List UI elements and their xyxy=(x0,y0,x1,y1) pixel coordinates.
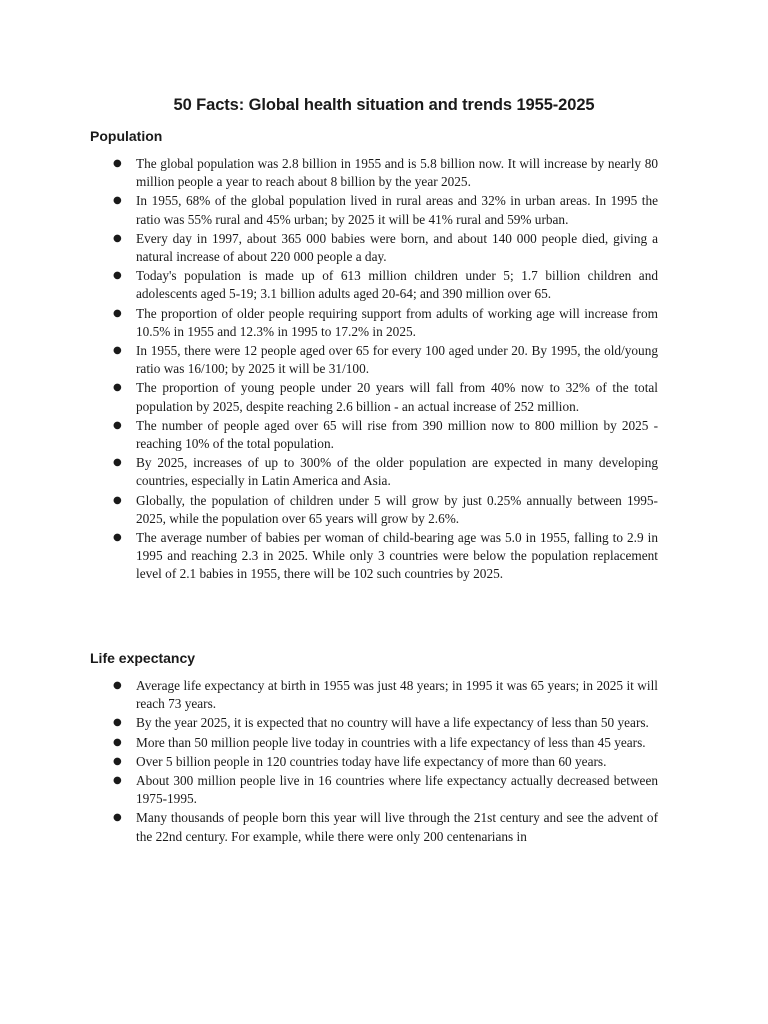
life-expectancy-facts-list xyxy=(90,677,658,847)
list-item xyxy=(90,492,658,528)
list-item-text: In 1955, there were 12 people aged over 65 for every 100 aged under 20. By 1995, the old/young ratio was 16/100; by 2025 it will be 31/100. xyxy=(136,343,658,377)
list-item-text: Average life expectancy at birth in 1955 was just 48 years; in 1995 it was 65 years; in 2025 it will reach 73 years. xyxy=(136,678,658,712)
bullet-icon: ● xyxy=(113,382,122,394)
bullet-icon: ● xyxy=(113,457,122,469)
list-item-text: The proportion of older people requiring support from adults of working age will increase from 10.5% in 1955 and 12.3% in 1995 to 17.2% in 2025. xyxy=(136,305,658,339)
list-item-text: About 300 million people live in 16 countries where life expectancy actually decreased between 1975-1995. xyxy=(136,773,658,807)
list-item xyxy=(90,677,658,713)
section-heading-population: Population xyxy=(90,128,163,144)
bullet-icon: ● xyxy=(113,232,122,244)
list-item-text: Today's population is made up of 613 million children under 5; 1.7 billion children and adolescents aged 5-19; 3.1 billion adults aged 20-64; and 390 million over 65. xyxy=(136,268,658,302)
list-item-text: The average number of babies per woman of child-bearing age was 5.0 in 1955, falling to 2.9 in 1995 and reaching 2.3 in 2025. While only 3 countries were below the population replacement level of 2.1 babies in 1955, there will be 102 such countries by 2025. xyxy=(136,530,658,582)
list-item xyxy=(90,342,658,378)
bullet-icon: ● xyxy=(113,270,122,282)
bullet-icon: ● xyxy=(113,680,122,691)
list-item xyxy=(90,753,658,771)
list-item xyxy=(90,734,658,752)
section-heading-life-expectancy: Life expectancy xyxy=(90,650,196,666)
list-item xyxy=(90,192,658,228)
bullet-icon: ● xyxy=(113,494,122,506)
bullet-icon: ● xyxy=(113,195,122,207)
population-facts-list xyxy=(90,155,658,585)
list-item-text: The global population was 2.8 billion in 1955 and is 5.8 billion now. It will increase by nearly 80 million people a year to reach about 8 billion by the year 2025. xyxy=(136,156,658,190)
document-title: 50 Facts: Global health situation and trends 1955-2025 xyxy=(173,96,595,114)
bullet-icon: ● xyxy=(113,532,122,544)
list-item xyxy=(90,230,658,266)
bullet-icon: ● xyxy=(113,775,122,787)
list-item xyxy=(90,772,658,808)
bullet-icon: ● xyxy=(113,345,122,357)
list-item-text: By 2025, increases of up to 300% of the older population are expected in many developing countries, especially in Latin America and Asia. xyxy=(136,455,658,489)
bullet-icon: ● xyxy=(113,717,122,729)
list-item xyxy=(90,155,658,191)
list-item xyxy=(90,809,658,845)
bullet-icon: ● xyxy=(113,158,122,169)
list-item-text: In 1955, 68% of the global population lived in rural areas and 32% in urban areas. In 1995 the ratio was 55% rural and 45% urban; by 2025 it will be 41% rural and 59% urban. xyxy=(136,193,658,227)
list-item xyxy=(90,529,658,584)
list-item-text: Many thousands of people born this year will live through the 21st century and see the advent of the 22nd century. For example, while there were only 200 centenarians in xyxy=(136,810,658,844)
list-item-text: The proportion of young people under 20 years will fall from 40% now to 32% of the total population by 2025, despite reaching 2.6 billion - an actual increase of 252 million. xyxy=(136,380,658,414)
bullet-icon: ● xyxy=(113,307,122,319)
list-item xyxy=(90,379,658,415)
list-item-text: Globally, the population of children under 5 will grow by just 0.25% annually between 1995-2025, while the population over 65 years will grow by 2.6%. xyxy=(136,492,658,526)
bullet-icon: ● xyxy=(113,419,122,431)
list-item-text: The number of people aged over 65 will rise from 390 million now to 800 million by 2025 - reaching 10% of the total population. xyxy=(136,417,658,452)
list-item-text: Every day in 1997, about 365 000 babies were born, and about 140 000 people died, giving a natural increase of about 220 000 people a day. xyxy=(136,230,658,265)
list-item-text: Over 5 billion people in 120 countries today have life expectancy of more than 60 years. xyxy=(136,753,607,769)
bullet-icon: ● xyxy=(113,755,122,767)
list-item-text: More than 50 million people live today in countries with a life expectancy of less than 45 years. xyxy=(136,734,646,750)
bullet-icon: ● xyxy=(113,736,122,748)
bullet-icon: ● xyxy=(113,812,122,824)
list-item xyxy=(90,267,658,303)
list-item xyxy=(90,714,658,732)
list-item xyxy=(90,454,658,490)
list-item xyxy=(90,417,658,453)
list-item-text: By the year 2025, it is expected that no country will have a life expectancy of less than 50 years. xyxy=(136,715,649,731)
list-item xyxy=(90,305,658,341)
